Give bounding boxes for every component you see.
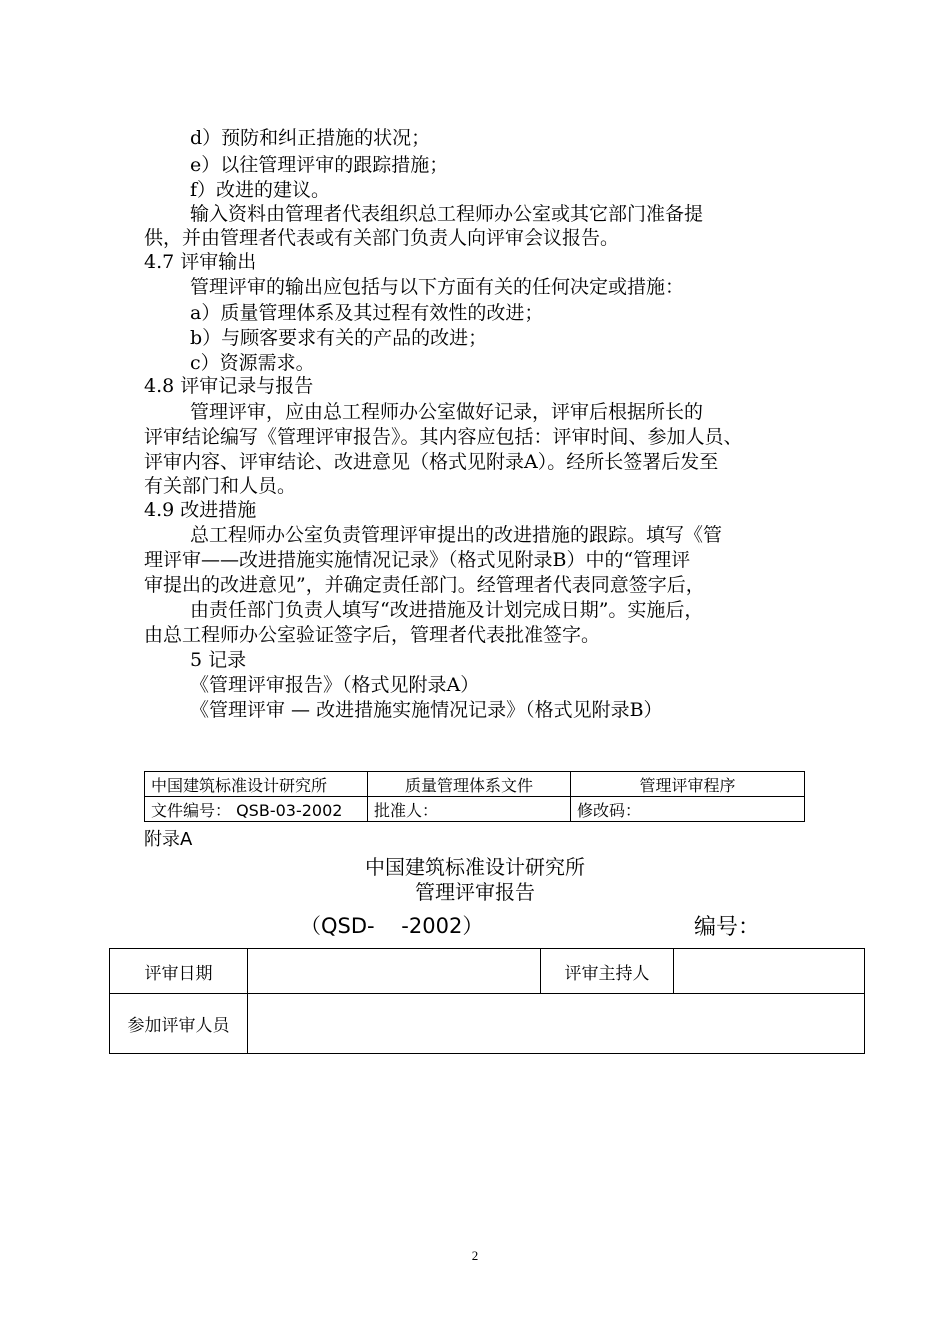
- report-number-label: 编号：: [694, 915, 761, 940]
- record-item: 《管理评审 — 改进措施实施情况记录》（格式见附录B）: [190, 699, 663, 721]
- review-host-field[interactable]: [674, 949, 865, 994]
- paragraph-line: 管理评审的输出应包括与以下方面有关的任何决定或措施：: [190, 276, 685, 298]
- list-item-d: d）预防和纠正措施的状况；: [190, 127, 431, 149]
- participants-label: 参加评审人员: [110, 994, 248, 1054]
- document-header-table: [144, 771, 805, 822]
- list-item-e: e）以往管理评审的跟踪措施；: [190, 154, 449, 176]
- paragraph-line: 评审结论编写《管理评审报告》。其内容应包括：评审时间、参加人员、: [144, 426, 743, 448]
- report-code: （QSD- -2002）: [300, 914, 484, 938]
- section-heading-4-8: 4.8 评审记录与报告: [144, 375, 314, 397]
- doc-type-cell: 质量管理体系文件: [368, 772, 571, 797]
- section-heading-5: 5 记录: [190, 649, 247, 671]
- page-number: 2: [471, 1248, 479, 1263]
- review-date-label: 评审日期: [110, 949, 248, 994]
- paragraph-line: 管理评审，应由总工程师办公室做好记录，评审后根据所长的: [190, 401, 704, 423]
- appendix-label: 附录A: [144, 829, 193, 850]
- paragraph-line: 理评审——改进措施实施情况记录》（格式见附录B）中的“管理评: [144, 549, 691, 571]
- paragraph-line: 由总工程师办公室验证签字后，管理者代表批准签字。: [144, 624, 601, 646]
- revision-cell: 修改码：: [571, 797, 805, 822]
- appendix-report-title: 管理评审报告: [415, 880, 535, 904]
- approver-cell: 批准人：: [368, 797, 571, 822]
- org-cell: 中国建筑标准设计研究所: [145, 772, 368, 797]
- list-item-c: c）资源需求。: [190, 352, 315, 374]
- paragraph-line: 审提出的改进意见”，并确定责任部门。经管理者代表同意签字后，: [144, 574, 705, 596]
- paragraph-line: 总工程师办公室负责管理评审提出的改进措施的跟踪。填写《管: [190, 524, 723, 546]
- review-host-label: 评审主持人: [541, 949, 674, 994]
- record-item: 《管理评审报告》（格式见附录A）: [190, 674, 480, 696]
- list-item-a: a）质量管理体系及其过程有效性的改进；: [190, 302, 544, 324]
- list-item-f: f）改进的建议。: [190, 179, 331, 201]
- paragraph-line: 供，并由管理者代表或有关部门负责人向评审会议报告。: [144, 227, 620, 249]
- participants-field[interactable]: [248, 994, 865, 1054]
- review-date-field[interactable]: [248, 949, 541, 994]
- procedure-cell: 管理评审程序: [571, 772, 805, 797]
- file-number-cell: 文件编号： QSB-03-2002: [145, 797, 368, 822]
- appendix-org-title: 中国建筑标准设计研究所: [365, 855, 585, 879]
- section-heading-4-7: 4.7 评审输出: [144, 251, 257, 273]
- list-item-b: b）与顾客要求有关的产品的改进；: [190, 327, 488, 349]
- paragraph-line: 评审内容、评审结论、改进意见（格式见附录A）。经所长签署后发至: [144, 451, 719, 473]
- review-form-table: [109, 948, 865, 1054]
- section-heading-4-9: 4.9 改进措施: [144, 499, 257, 521]
- paragraph-line: 有关部门和人员。: [144, 475, 297, 497]
- paragraph-line: 输入资料由管理者代表组织总工程师办公室或其它部门准备提: [190, 203, 704, 225]
- paragraph-line: 由责任部门负责人填写“改进措施及计划完成日期”。实施后，: [190, 599, 704, 621]
